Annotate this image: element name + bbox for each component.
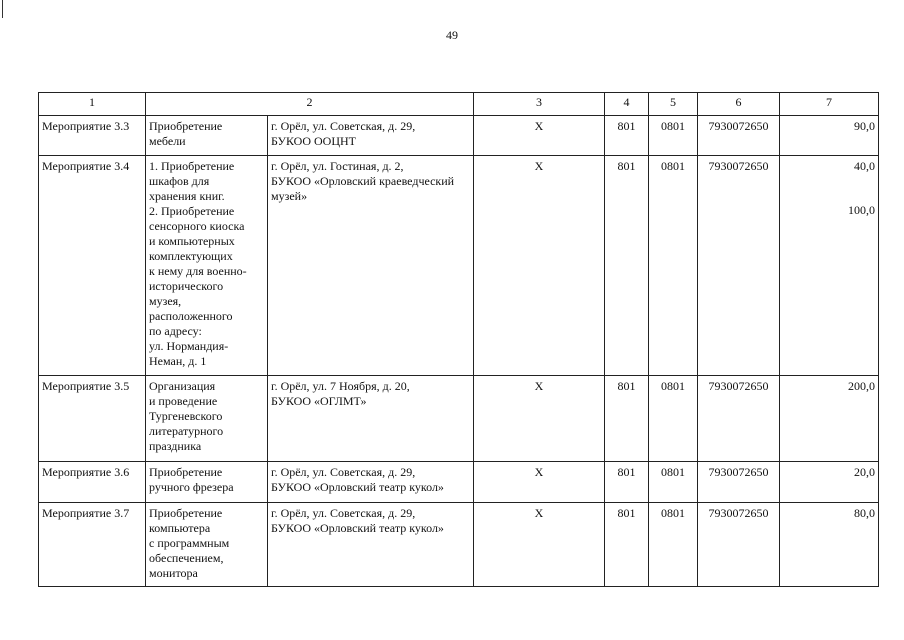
col4-cell: 801	[605, 116, 649, 156]
header-col-6: 6	[698, 93, 780, 116]
event-cell: Мероприятие 3.4	[39, 156, 146, 376]
table-row	[39, 156, 879, 376]
col5-cell: 0801	[649, 462, 698, 503]
address-cell: г. Орёл, ул. Гостиная, д. 2, БУКОО «Орловский краеведческий музей»	[268, 156, 474, 376]
col4-cell: 801	[605, 156, 649, 376]
col3-cell: X	[474, 156, 605, 376]
header-row	[39, 93, 879, 116]
event-cell: Мероприятие 3.5	[39, 376, 146, 462]
amount-spacer	[783, 174, 875, 203]
col4-cell: 801	[605, 462, 649, 503]
amount-value: 200,0	[848, 379, 875, 393]
header-col-4: 4	[605, 93, 649, 116]
event-cell: Мероприятие 3.7	[39, 503, 146, 587]
header-col-5: 5	[649, 93, 698, 116]
amount-cell	[780, 462, 879, 503]
header-col-3: 3	[474, 93, 605, 116]
address-cell: г. Орёл, ул. Советская, д. 29, БУКОО «Орловский театр кукол»	[268, 462, 474, 503]
table-row	[39, 116, 879, 156]
col6-cell: 7930072650	[698, 376, 780, 462]
header-col-2: 2	[146, 93, 474, 116]
description-cell: Организация и проведение Тургеневского литературного праздника	[146, 376, 268, 462]
event-cell: Мероприятие 3.3	[39, 116, 146, 156]
table-row	[39, 462, 879, 503]
address-cell: г. Орёл, ул. 7 Ноября, д. 20, БУКОО «ОГЛМТ»	[268, 376, 474, 462]
table-row	[39, 503, 879, 587]
description-cell: Приобретение ручного фрезера	[146, 462, 268, 503]
address-cell: г. Орёл, ул. Советская, д. 29, БУКОО «Орловский театр кукол»	[268, 503, 474, 587]
header-col-1: 1	[39, 93, 146, 116]
address-cell: г. Орёл, ул. Советская, д. 29, БУКОО ООЦНТ	[268, 116, 474, 156]
events-table	[38, 92, 879, 587]
col6-cell: 7930072650	[698, 462, 780, 503]
col5-cell: 0801	[649, 156, 698, 376]
col3-cell: X	[474, 116, 605, 156]
amount-value: 80,0	[854, 506, 875, 520]
amount-cell	[780, 376, 879, 462]
amount-cell	[780, 116, 879, 156]
event-cell: Мероприятие 3.6	[39, 462, 146, 503]
col6-cell: 7930072650	[698, 156, 780, 376]
col5-cell: 0801	[649, 376, 698, 462]
amount-value: 90,0	[854, 119, 875, 133]
description-cell: 1. Приобретение шкафов для хранения книг. 2. Приобретение сенсорного киоска и компьютерных комплектующих к нему для военно- исторического музея, расположенного по адресу: ул. Нормандия- Неман, д. 1	[146, 156, 268, 376]
col6-cell: 7930072650	[698, 503, 780, 587]
amount-cell	[780, 156, 879, 376]
amount-cell	[780, 503, 879, 587]
amount-value: 40,0	[854, 159, 875, 173]
col5-cell: 0801	[649, 116, 698, 156]
col5-cell: 0801	[649, 503, 698, 587]
margin-mark	[2, 0, 3, 18]
header-col-7: 7	[780, 93, 879, 116]
amount-value: 100,0	[848, 203, 875, 217]
col3-cell: X	[474, 503, 605, 587]
amount-value: 20,0	[854, 465, 875, 479]
col3-cell: X	[474, 462, 605, 503]
description-cell: Приобретение компьютера с программным обеспечением, монитора	[146, 503, 268, 587]
col4-cell: 801	[605, 503, 649, 587]
table-row	[39, 376, 879, 462]
description-cell: Приобретение мебели	[146, 116, 268, 156]
col3-cell: X	[474, 376, 605, 462]
col6-cell: 7930072650	[698, 116, 780, 156]
page-number: 49	[446, 28, 458, 42]
col4-cell: 801	[605, 376, 649, 462]
